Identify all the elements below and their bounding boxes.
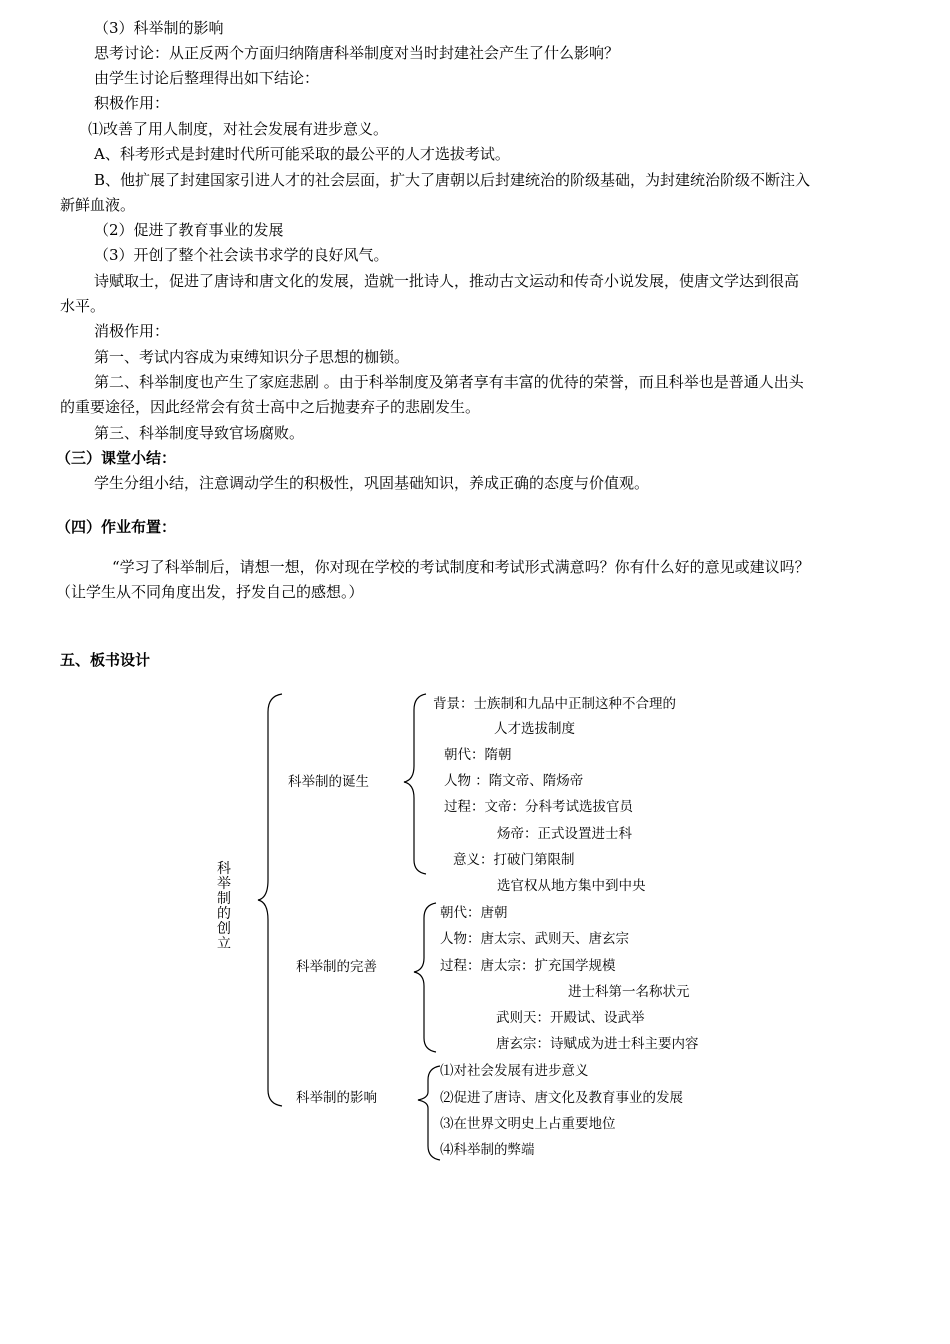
- branch-item: 意义：打破门第限制: [453, 852, 575, 868]
- discussion-prompt: 思考讨论：从正反两个方面归纳隋唐科举制度对当时封建社会产生了什么影响？: [94, 44, 620, 62]
- section-heading: （3）科举制的影响: [94, 19, 224, 37]
- paragraph: （2）促进了教育事业的发展: [94, 221, 284, 239]
- paragraph: （让学生从不同角度出发，抒发自己的感想。）: [56, 583, 364, 601]
- paragraph: “学习了科举制后，请想一想，你对现在学校的考试制度和考试形式满意吗？你有什么好的意见或建议吗？: [112, 558, 810, 576]
- section-heading: （四）作业布置：: [56, 518, 177, 536]
- branch-brace-3: [418, 1066, 440, 1160]
- branch-item: 唐玄宗：诗赋成为进士科主要内容: [496, 1036, 699, 1052]
- branch-item: ⑶在世界文明史上占重要地位: [440, 1116, 616, 1132]
- paragraph: 水平。: [60, 297, 106, 315]
- board-root-label: 科举制的创立: [217, 861, 231, 952]
- paragraph: ⑴改善了用人制度，对社会发展有进步意义。: [88, 120, 389, 138]
- paragraph: 学生分组小结，注意调动学生的积极性，巩固基础知识，养成正确的态度与价值观。: [94, 474, 650, 492]
- branch-item: 进士科第一名称状元: [568, 984, 690, 1000]
- section-heading: 五、板书设计: [60, 651, 151, 669]
- paragraph: 第三、科举制度导致官场腐败。: [94, 424, 305, 442]
- root-brace: [258, 694, 282, 1106]
- paragraph: 第一、考试内容成为束缚知识分子思想的枷锁。: [94, 348, 410, 366]
- branch-title: 科举制的完善: [296, 959, 377, 975]
- branch-item: 炀帝：正式设置进士科: [497, 826, 632, 842]
- branch-title: 科举制的诞生: [288, 774, 369, 790]
- section-heading: （三）课堂小结：: [56, 449, 177, 467]
- paragraph: B、他扩展了封建国家引进人才的社会层面，扩大了唐朝以后封建统治的阶级基础，为封建统治阶级不断注入: [94, 171, 811, 189]
- paragraph: 第二、科举制度也产生了家庭悲剧 。由于科举制度及第者享有丰富的优待的荣誉，而且科举也是普通人出头: [94, 373, 804, 391]
- paragraph: 的重要途径，因此经常会有贫士高中之后抛妻弃子的悲剧发生。: [60, 398, 481, 416]
- paragraph: （3）开创了整个社会读书求学的良好风气。: [94, 246, 389, 264]
- branch-item: 背景：士族制和九品中正制这种不合理的: [433, 696, 676, 712]
- branch-item: 人物：唐太宗、武则天、唐玄宗: [440, 931, 629, 947]
- negative-effects-label: 消极作用：: [94, 322, 170, 340]
- paragraph: A、科考形式是封建时代所可能采取的最公平的人才选拔考试。: [94, 145, 510, 163]
- branch-item: ⑷科举制的弊端: [440, 1142, 535, 1158]
- paragraph: 新鲜血液。: [60, 196, 136, 214]
- branch-item: 武则天：开殿试、设武举: [496, 1010, 645, 1026]
- branch-brace-2: [414, 903, 436, 1052]
- branch-item: ⑴对社会发展有进步意义: [440, 1063, 589, 1079]
- branch-item: ⑵促进了唐诗、唐文化及教育事业的发展: [440, 1090, 683, 1106]
- branch-item: 选官权从地方集中到中央: [497, 878, 646, 894]
- branch-item: 过程：文帝：分科考试选拔官员: [444, 799, 633, 815]
- branch-item: 过程：唐太宗：扩充国学规模: [440, 958, 616, 974]
- branch-title: 科举制的影响: [296, 1090, 377, 1106]
- paragraph: 由学生讨论后整理得出如下结论：: [94, 69, 320, 87]
- branch-item: 人才选拔制度: [494, 721, 575, 737]
- branch-brace-1: [404, 694, 426, 874]
- positive-effects-label: 积极作用：: [94, 94, 170, 112]
- paragraph: 诗赋取士，促进了唐诗和唐文化的发展，造就一批诗人，推动古文运动和传奇小说发展，使唐文学达到很高: [94, 272, 800, 290]
- branch-item: 朝代：唐朝: [440, 905, 508, 921]
- branch-item: 朝代：隋朝: [444, 747, 512, 763]
- branch-item: 人物 ：隋文帝、隋炀帝: [444, 773, 584, 789]
